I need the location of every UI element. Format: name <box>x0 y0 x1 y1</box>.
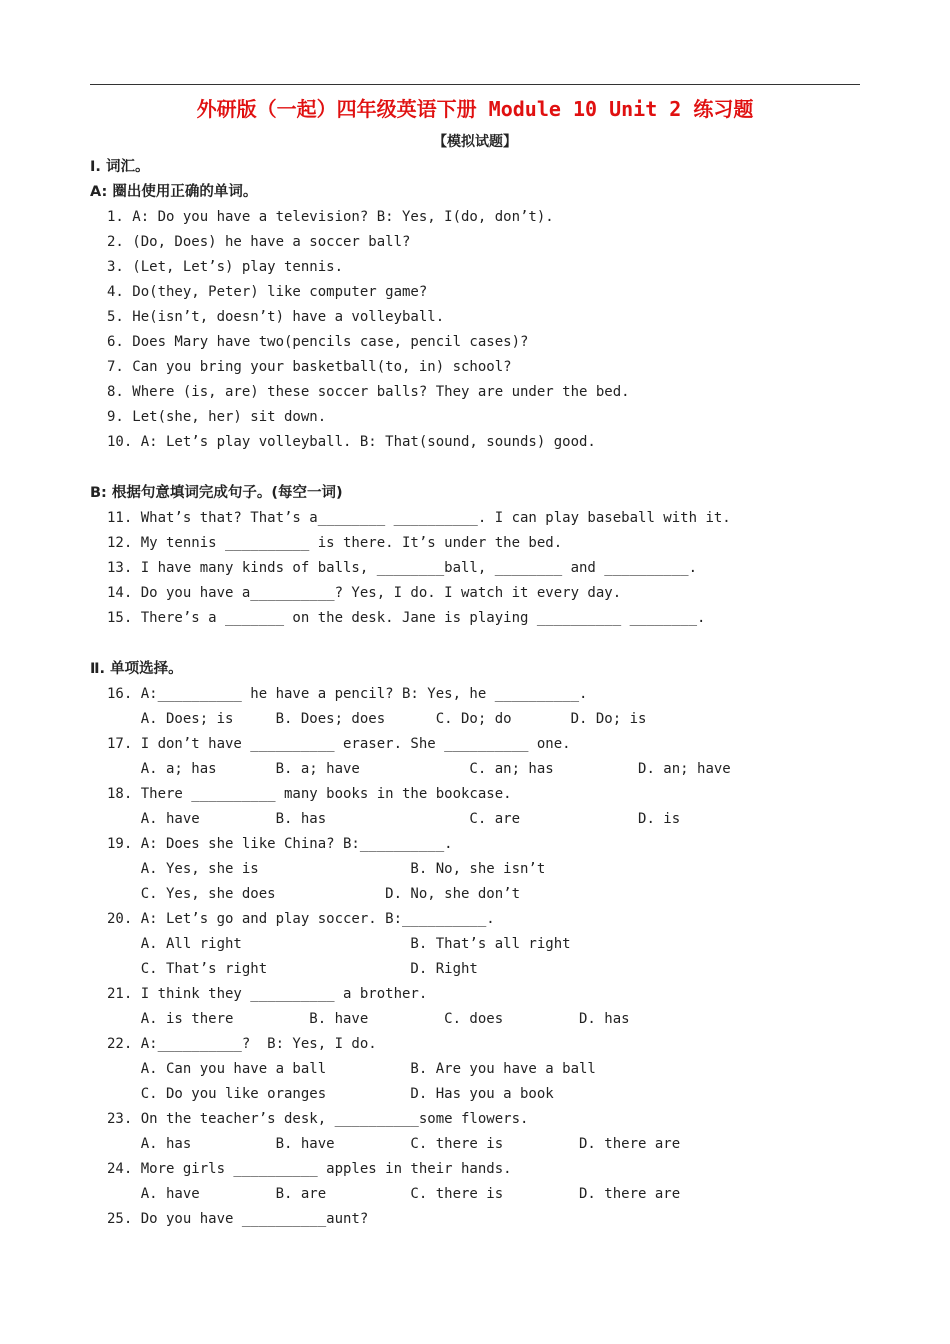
options-22-cd: C. Do you like oranges D. Has you a book <box>107 1086 554 1102</box>
question-11: 11. What’s that? That’s a________ __________. I can play baseball with it. <box>107 510 731 526</box>
top-rule <box>90 84 860 85</box>
question-14: 14. Do you have a__________? Yes, I do. I watch it every day. <box>107 585 622 601</box>
question-13: 13. I have many kinds of balls, ________ball, ________ and __________. <box>107 560 698 576</box>
page-subtitle: 【模拟试题】 <box>433 134 517 150</box>
question-19: 19. A: Does she like China? B:__________. <box>107 836 453 852</box>
page-title: 外研版（一起）四年级英语下册 Module 10 Unit 2 练习题 <box>196 97 754 121</box>
question-20: 20. A: Let’s go and play soccer. B:__________. <box>107 911 495 927</box>
question-25: 25. Do you have __________aunt? <box>107 1211 369 1227</box>
question-2: 2. (Do, Does) he have a soccer ball? <box>107 234 411 250</box>
question-8: 8. Where (is, are) these soccer balls? They are under the bed. <box>107 384 630 400</box>
options-22-ab: A. Can you have a ball B. Are you have a ball <box>107 1061 596 1077</box>
options-19-ab: A. Yes, she is B. No, she isn’t <box>107 861 546 877</box>
options-23: A. has B. have C. there is D. there are <box>107 1136 681 1152</box>
question-3: 3. (Let, Let’s) play tennis. <box>107 259 344 275</box>
question-15: 15. There’s a _______ on the desk. Jane is playing __________ ________. <box>107 610 706 626</box>
question-18: 18. There __________ many books in the bookcase. <box>107 786 512 802</box>
section-1-heading: I. 词汇。 <box>90 159 150 175</box>
question-6: 6. Does Mary have two(pencils case, pencil cases)? <box>107 334 529 350</box>
question-12: 12. My tennis __________ is there. It’s under the bed. <box>107 535 563 551</box>
options-18: A. have B. has C. are D. is <box>107 811 681 827</box>
options-19-cd: C. Yes, she does D. No, she don’t <box>107 886 521 902</box>
section-2-heading: Ⅱ. 单项选择。 <box>90 661 183 677</box>
question-7: 7. Can you bring your basketball(to, in) school? <box>107 359 512 375</box>
question-22: 22. A:__________? B: Yes, I do. <box>107 1036 377 1052</box>
question-4: 4. Do(they, Peter) like computer game? <box>107 284 428 300</box>
question-17: 17. I don’t have __________ eraser. She __________ one. <box>107 736 571 752</box>
options-16: A. Does; is B. Does; does C. Do; do D. Do; is <box>107 711 647 727</box>
options-20-ab: A. All right B. That’s all right <box>107 936 571 952</box>
options-24: A. have B. are C. there is D. there are <box>107 1186 681 1202</box>
question-10: 10. A: Let’s play volleyball. B: That(sound, sounds) good. <box>107 434 596 450</box>
question-23: 23. On the teacher’s desk, __________some flowers. <box>107 1111 529 1127</box>
question-1: 1. A: Do you have a television? B: Yes, I(do, don’t). <box>107 209 554 225</box>
question-24: 24. More girls __________ apples in their hands. <box>107 1161 512 1177</box>
part-a-heading: A: 圈出使用正确的单词。 <box>90 184 258 200</box>
question-21: 21. I think they __________ a brother. <box>107 986 428 1002</box>
options-20-cd: C. That’s right D. Right <box>107 961 478 977</box>
question-5: 5. He(isn’t, doesn’t) have a volleyball. <box>107 309 445 325</box>
question-16: 16. A:__________ he have a pencil? B: Yes, he __________. <box>107 686 588 702</box>
options-17: A. a; has B. a; have C. an; has D. an; have <box>107 761 731 777</box>
options-21: A. is there B. have C. does D. has <box>107 1011 630 1027</box>
question-9: 9. Let(she, her) sit down. <box>107 409 327 425</box>
part-b-heading: B: 根据句意填词完成句子。(每空一词) <box>90 485 343 501</box>
